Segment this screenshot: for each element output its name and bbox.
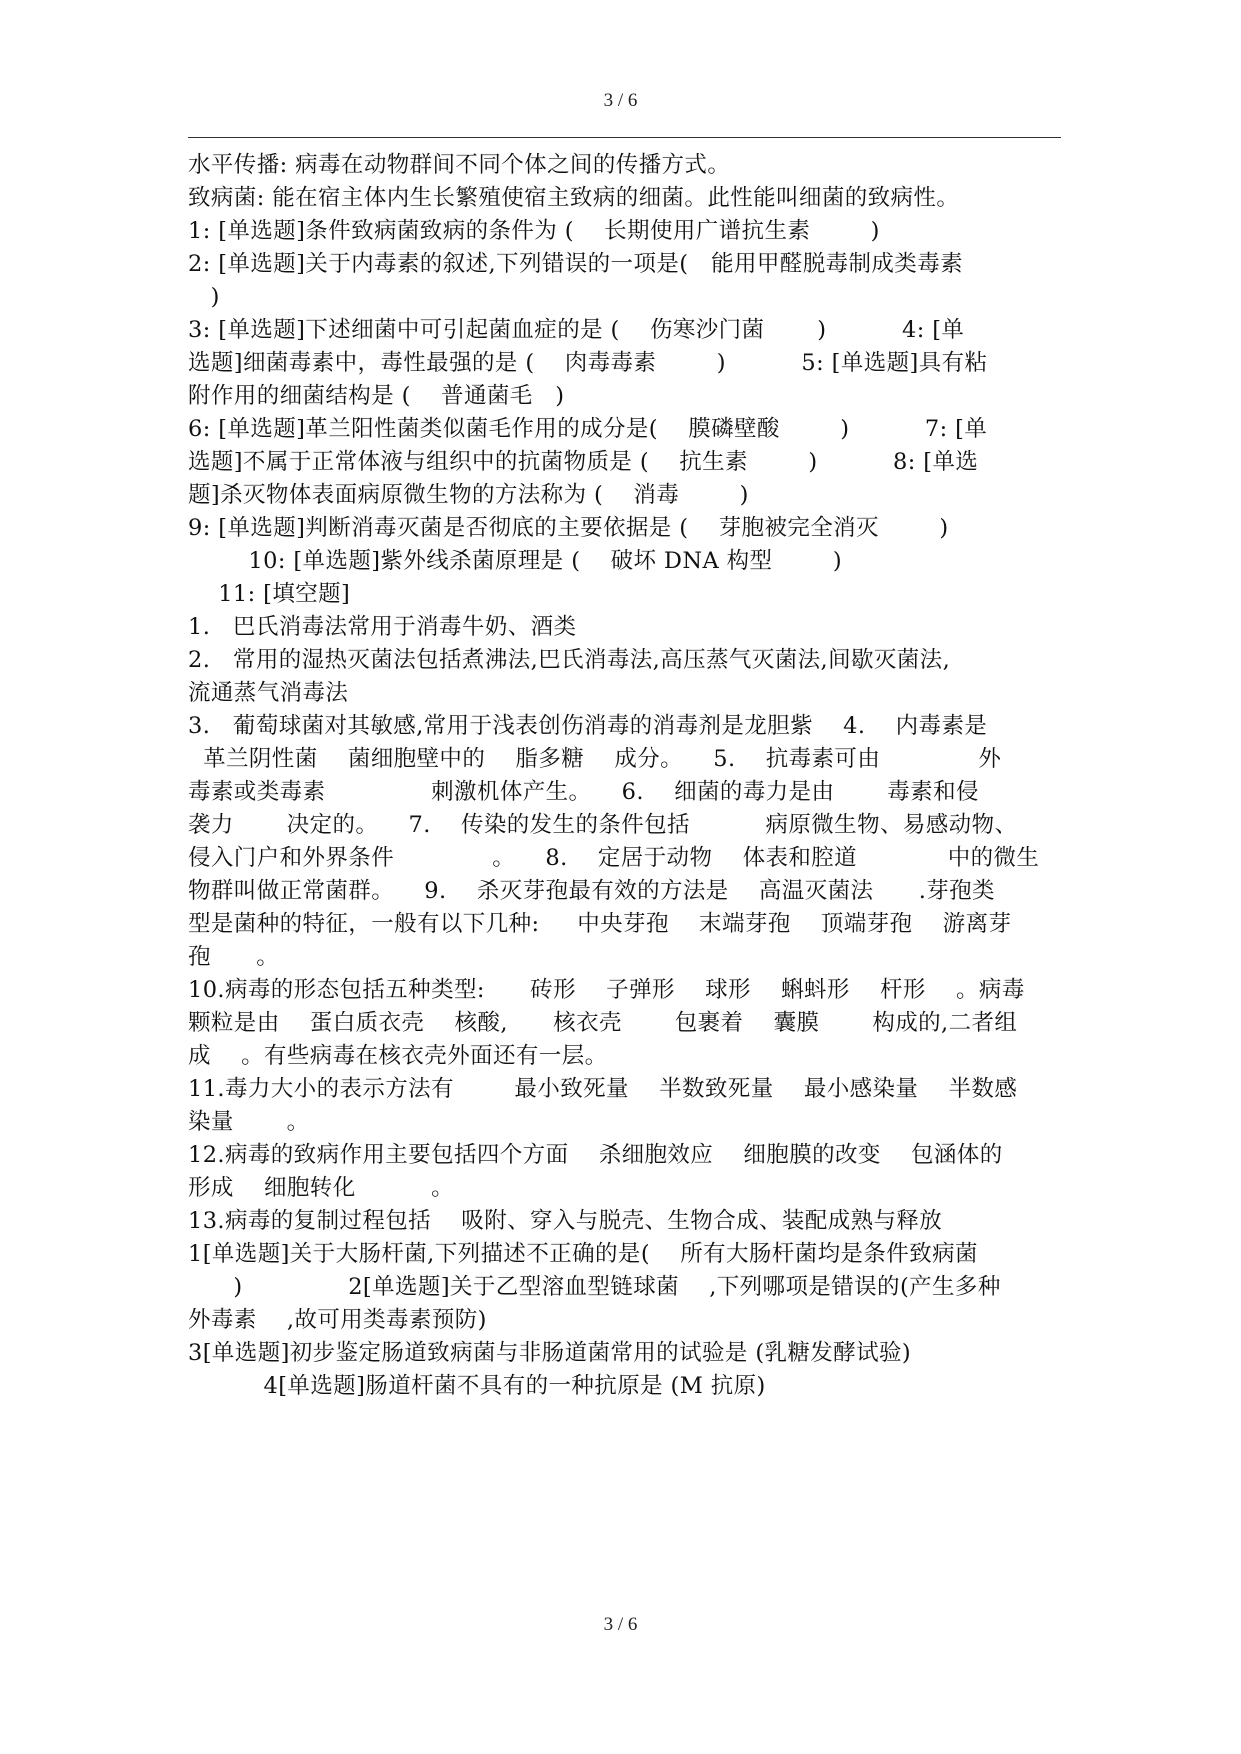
- text-line: 10: [单选题]紫外线杀菌原理是 ( 破坏 DNA 构型 ): [188, 548, 843, 574]
- text-line: 袭力 决定的。 7. 传染的发生的条件包括 病原微生物、易感动物、: [188, 812, 1018, 838]
- text-line: 侵入门户和外界条件 。 8. 定居于动物 体表和腔道 中的微生: [188, 845, 1040, 871]
- text-line: ) 2[单选题]关于乙型溶血型链球菌 ,下列哪项是错误的(产生多种: [188, 1274, 1001, 1300]
- text-line: 3: [单选题]下述细菌中可引起菌血症的是 ( 伤寒沙门菌 ) 4: [单: [188, 317, 965, 343]
- text-line: ): [188, 284, 220, 310]
- text-line: 成 。有些病毒在核衣壳外面还有一层。: [188, 1043, 608, 1069]
- text-line: 型是菌种的特征，一般有以下几种: 中央芽孢 末端芽孢 顶端芽孢 游离芽: [188, 911, 1012, 937]
- text-line: 染量 。: [188, 1109, 310, 1135]
- text-line: 13.病毒的复制过程包括 吸附、穿入与脱壳、生物合成、装配成熟与释放: [188, 1208, 943, 1234]
- text-line: 3[单选题]初步鉴定肠道致病菌与非肠道菌常用的试验是 (乳糖发酵试验): [188, 1340, 912, 1366]
- text-line: 水平传播: 病毒在动物群间不同个体之间的传播方式。: [188, 152, 731, 178]
- text-line: 2. 常用的湿热灭菌法包括煮沸法,巴氏消毒法,高压蒸气灭菌法,间歇灭菌法,: [188, 647, 951, 673]
- text-line: 题]杀灭物体表面病原微生物的方法称为 ( 消毒 ): [188, 482, 749, 508]
- text-line: 1: [单选题]条件致病菌致病的条件为 ( 长期使用广谱抗生素 ): [188, 218, 880, 244]
- text-line: 附作用的细菌结构是 ( 普通菌毛 ): [188, 383, 565, 409]
- text-line: 12.病毒的致病作用主要包括四个方面 杀细胞效应 细胞膜的改变 包涵体的: [188, 1142, 1003, 1168]
- text-line: 选题]细菌毒素中，毒性最强的是 ( 肉毒毒素 ) 5: [单选题]具有粘: [188, 350, 988, 376]
- text-line: 革兰阴性菌 菌细胞壁中的 脂多糖 成分。 5. 抗毒素可由 外: [188, 746, 1002, 772]
- text-line: 4[单选题]肠道杆菌不具有的一种抗原是 (M 抗原): [188, 1373, 766, 1399]
- text-line: 孢 。: [188, 944, 280, 970]
- header-rule: [188, 137, 1061, 138]
- text-line: 物群叫做正常菌群。 9. 杀灭芽孢最有效的方法是 高温灭菌法 .芽孢类: [188, 878, 995, 904]
- text-line: 1. 巴氏消毒法常用于消毒牛奶、酒类: [188, 614, 577, 640]
- text-line: 选题]不属于正常体液与组织中的抗菌物质是 ( 抗生素 ) 8: [单选: [188, 449, 979, 475]
- text-line: 3. 葡萄球菌对其敏感,常用于浅表创伤消毒的消毒剂是龙胆紫 4. 内毒素是: [188, 713, 988, 739]
- text-line: 2: [单选题]关于内毒素的叙述,下列错误的一项是( 能用甲醛脱毒制成类毒素: [188, 251, 963, 277]
- text-line: 11: [填空题]: [188, 581, 351, 607]
- text-line: 外毒素 ,故可用类毒素预防): [188, 1307, 487, 1333]
- header-page-number: 3 / 6: [603, 90, 638, 111]
- text-line: 形成 细胞转化 。: [188, 1175, 455, 1201]
- text-line: 流通蒸气消毒法: [188, 680, 349, 706]
- text-line: 9: [单选题]判断消毒灭菌是否彻底的主要依据是 ( 芽胞被完全消灭 ): [188, 515, 949, 541]
- text-line: 颗粒是由 蛋白质衣壳 核酸, 核衣壳 包裹着 囊膜 构成的,二者组: [188, 1010, 1018, 1036]
- text-line: 11.毒力大小的表示方法有 最小致死量 半数致死量 最小感染量 半数感: [188, 1076, 1018, 1102]
- text-line: 1[单选题]关于大肠杆菌,下列描述不正确的是( 所有大肠杆菌均是条件致病菌: [188, 1241, 978, 1267]
- text-line: 10.病毒的形态包括五种类型: 砖形 子弹形 球形 蝌蚪形 杆形 。病毒: [188, 977, 1025, 1003]
- footer-page-number: 3 / 6: [603, 1614, 638, 1635]
- text-line: 致病菌: 能在宿主体内生长繁殖使宿主致病的细菌。此性能叫细菌的致病性。: [188, 185, 960, 211]
- text-line: 毒素或类毒素 刺激机体产生。 6. 细菌的毒力是由 毒素和侵: [188, 779, 979, 805]
- text-line: 6: [单选题]革兰阳性菌类似菌毛作用的成分是( 膜磷壁酸 ) 7: [单: [188, 416, 988, 442]
